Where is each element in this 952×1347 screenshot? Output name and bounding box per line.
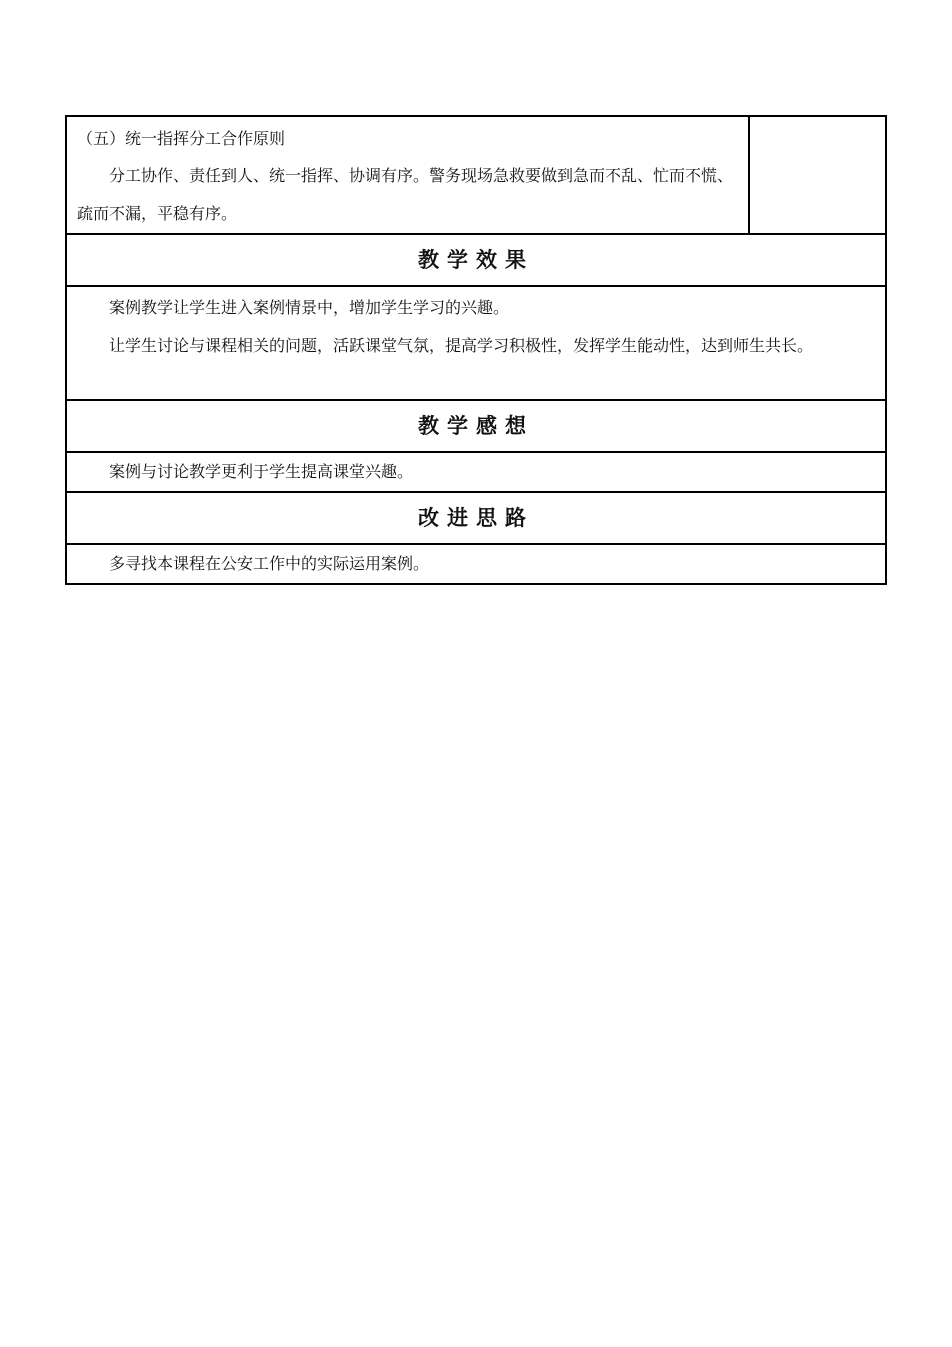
principle-row bbox=[66, 116, 886, 234]
section-title-thoughts: 教学感想 bbox=[66, 400, 886, 452]
principle-cell bbox=[66, 116, 749, 234]
effect-content bbox=[66, 286, 886, 400]
principle-body: 分工协作、责任到人、统一指挥、协调有序。警务现场急救要做到急而不乱、忙而不慌、疏而不漏，平稳有序。 bbox=[77, 166, 734, 223]
section-title-effect: 教学效果 bbox=[66, 234, 886, 286]
improvement-content-row bbox=[66, 544, 886, 584]
improvement-paragraph: 多寻找本课程在公安工作中的实际运用案例。 bbox=[109, 554, 430, 573]
improvement-header-row bbox=[66, 492, 886, 544]
blank-side-cell bbox=[749, 116, 886, 234]
effect-header-row bbox=[66, 234, 886, 286]
effect-paragraph: 案例教学让学生进入案例情景中，增加学生学习的兴趣。 bbox=[109, 298, 510, 317]
principle-heading: （五）统一指挥分工合作原则 bbox=[77, 129, 286, 148]
lesson-table bbox=[65, 115, 887, 585]
thoughts-content-row bbox=[66, 452, 886, 492]
thoughts-content bbox=[66, 452, 886, 492]
thoughts-header-row bbox=[66, 400, 886, 452]
effect-content-row bbox=[66, 286, 886, 400]
improvement-content bbox=[66, 544, 886, 584]
thoughts-paragraph: 案例与讨论教学更利于学生提高课堂兴趣。 bbox=[109, 462, 414, 481]
effect-paragraph: 让学生讨论与课程相关的问题，活跃课堂气氛，提高学习积极性，发挥学生能动性，达到师生共长。 bbox=[109, 336, 814, 355]
section-title-improvement: 改进思路 bbox=[66, 492, 886, 544]
